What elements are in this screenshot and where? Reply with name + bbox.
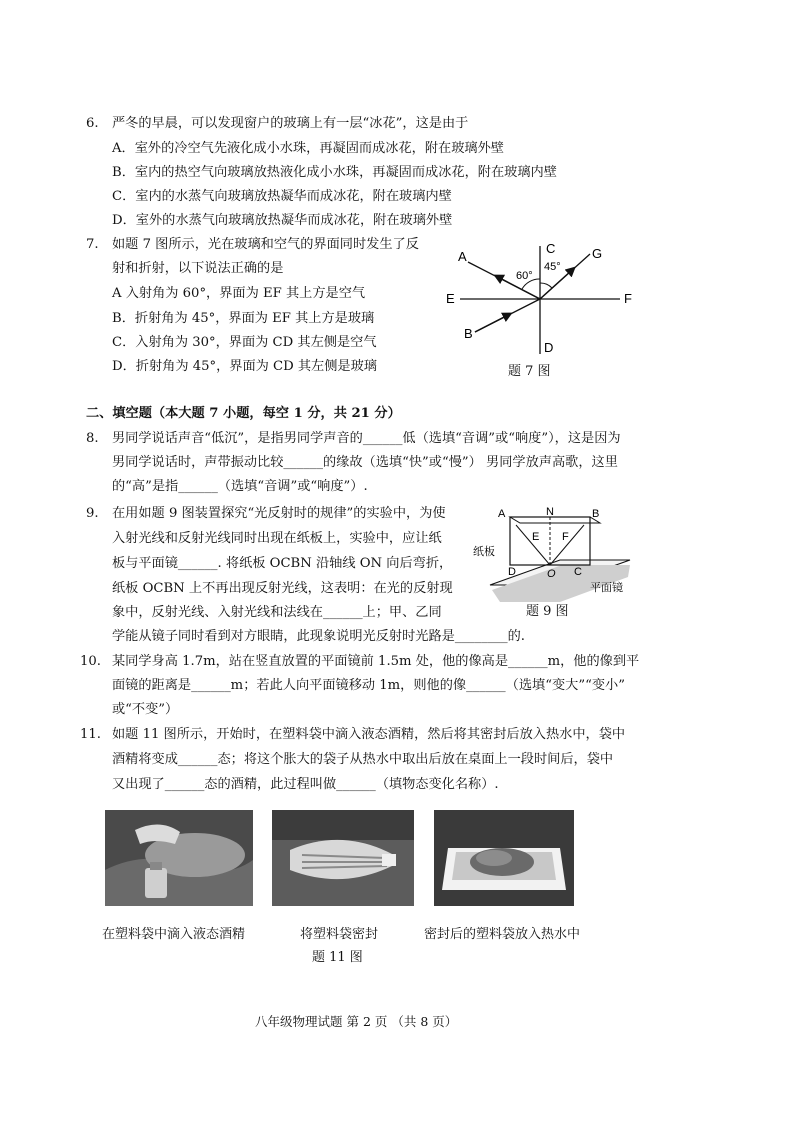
option-a: A 入射角为 60°，界面为 EF 其上方是空气 bbox=[112, 286, 366, 301]
question-line: 又出现了______态的酒精，此过程叫做______（填物态变化名称）. bbox=[112, 777, 499, 792]
label-b: B bbox=[464, 326, 473, 341]
photo-bag-in-hot-water bbox=[434, 810, 574, 906]
figure-9-caption: 题 9 图 bbox=[526, 604, 569, 619]
label-f: F bbox=[624, 291, 632, 306]
photo-caption-2: 将塑料袋密封 bbox=[300, 927, 379, 942]
question-line: 或“不变”） bbox=[112, 702, 179, 717]
option-a: A．室外的冷空气先液化成小水珠，再凝固而成冰花，附在玻璃外壁 bbox=[112, 141, 504, 156]
label-d: D bbox=[544, 340, 554, 355]
ray-g-arrow bbox=[540, 270, 572, 299]
question-number: 6. bbox=[86, 116, 99, 131]
svg-text:F: F bbox=[562, 531, 569, 543]
question-line: 纸板 OCBN 上不再出现反射光线，这表明：在光的反射现 bbox=[112, 581, 453, 596]
figure-7-caption: 题 7 图 bbox=[508, 364, 551, 379]
photo-sealed-bag bbox=[272, 810, 414, 906]
question-line: 如题 11 图所示，开始时，在塑料袋中滴入液态酒精，然后将其密封后放入热水中，袋中 bbox=[112, 727, 626, 742]
svg-text:D: D bbox=[508, 566, 516, 578]
question-line: 在用如题 9 图装置探究“光反射时的规律”的实验中，为使 bbox=[112, 506, 446, 521]
figure-9-diagram bbox=[470, 505, 640, 610]
option-b: B．室内的热空气向玻璃放热液化成小水珠，再凝固而成冰花，附在玻璃内壁 bbox=[112, 165, 557, 180]
question-line: 板与平面镜______. 将纸板 OCBN 沿轴线 ON 向后弯折， bbox=[112, 556, 453, 571]
question-line: 酒精将变成______态；将这个胀大的袋子从热水中取出后放在桌面上一段时间后，袋中 bbox=[112, 752, 614, 767]
label-a: A bbox=[458, 249, 467, 264]
question-line: 象中，反射光线、入射光线和法线在______上；甲、乙同 bbox=[112, 605, 442, 620]
angle-60: 60° bbox=[516, 270, 533, 282]
photo-caption-3: 密封后的塑料袋放入热水中 bbox=[424, 927, 581, 942]
question-number: 7. bbox=[86, 237, 99, 252]
question-line: 入射光线和反射光线同时出现在纸板上，实验中，应让纸 bbox=[112, 531, 442, 546]
question-line: 的“高”是指______（选填“音调”或“响度”）. bbox=[112, 479, 368, 494]
section-title: 二、填空题（本大题 7 小题，每空 1 分，共 21 分） bbox=[86, 406, 401, 421]
label-g: G bbox=[592, 246, 603, 261]
label-plane-mirror: 平面镜 bbox=[590, 582, 623, 594]
svg-text:B: B bbox=[592, 508, 600, 520]
question-line: 面镜的距离是______m；若此人向平面镜移动 1m，则他的像______（选填“变大”“变小” bbox=[112, 678, 625, 693]
svg-text:N: N bbox=[546, 506, 554, 518]
option-d: D．室外的水蒸气向玻璃放热凝华而成冰花，附在玻璃外壁 bbox=[112, 213, 453, 228]
svg-text:A: A bbox=[498, 508, 506, 520]
photo-caption-1: 在塑料袋中滴入液态酒精 bbox=[102, 927, 246, 942]
question-line: 男同学说话时，声带振动比较______的缘故（选填“快”或“慢”） 男同学放声高歌，这里 bbox=[112, 455, 618, 470]
question-number: 10. bbox=[80, 654, 101, 669]
label-paper-board: 纸板 bbox=[473, 546, 495, 558]
option-c: C．入射角为 30°，界面为 CD 其左侧是空气 bbox=[112, 335, 377, 350]
angle-45: 45° bbox=[544, 261, 561, 273]
svg-text:C: C bbox=[574, 566, 582, 578]
label-c: C bbox=[546, 241, 556, 256]
option-c: C．室内的水蒸气向玻璃放热凝华而成冰花，附在玻璃内壁 bbox=[112, 189, 452, 204]
svg-text:E: E bbox=[532, 531, 540, 543]
question-number: 11. bbox=[80, 727, 101, 742]
option-b: B．折射角为 45°，界面为 EF 其上方是玻璃 bbox=[112, 311, 375, 326]
question-number: 9. bbox=[86, 506, 99, 521]
label-e: E bbox=[446, 291, 455, 306]
photo-drip-alcohol bbox=[105, 810, 253, 906]
question-number: 8. bbox=[86, 431, 99, 446]
option-d: D．折射角为 45°，界面为 CD 其左侧是玻璃 bbox=[112, 359, 377, 374]
page-footer: 八年级物理试题 第 2 页 （共 8 页） bbox=[255, 1014, 458, 1029]
question-stem: 严冬的早晨，可以发现窗户的玻璃上有一层“冰花”，这是由于 bbox=[112, 116, 469, 131]
question-line: 学能从镜子同时看到对方眼睛，此现象说明光反射时光路是________的. bbox=[112, 629, 526, 644]
question-line: 男同学说话声音“低沉”，是指男同学声音的______低（选填“音调”或“响度”），这是因为 bbox=[112, 431, 621, 446]
ray-b-arrow bbox=[475, 315, 508, 332]
question-line: 某同学身高 1.7m，站在竖直放置的平面镜前 1.5m 处，他的像高是______m，他的像到平 bbox=[112, 654, 640, 669]
question-stem: 如题 7 图所示，光在玻璃和空气的界面同时发生了反 bbox=[112, 237, 419, 252]
figure-11-caption: 题 11 图 bbox=[312, 950, 363, 965]
question-stem-cont: 射和折射，以下说法正确的是 bbox=[112, 261, 284, 276]
svg-text:O: O bbox=[547, 568, 556, 580]
